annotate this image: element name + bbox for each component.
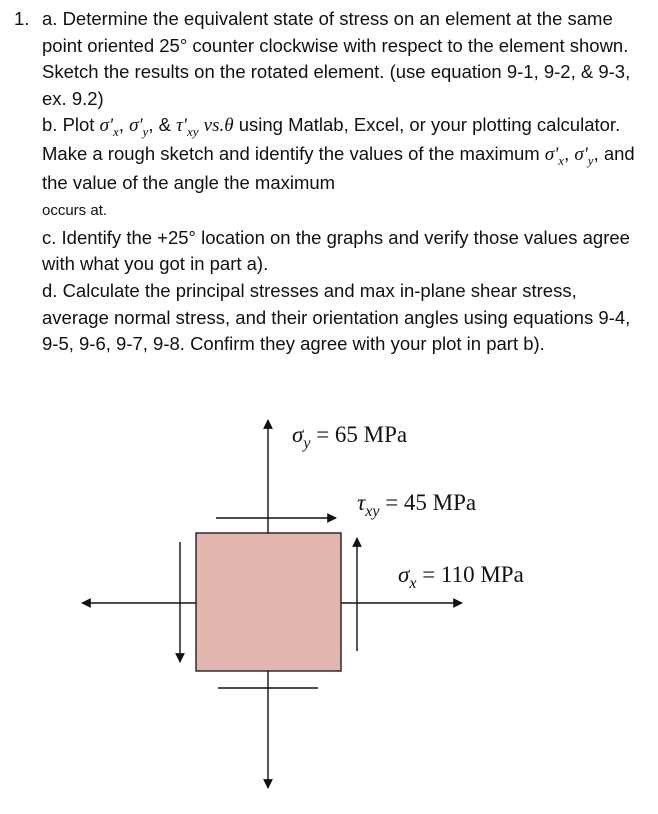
sigma-x-value: = 110 MPa bbox=[416, 562, 524, 587]
problem-number: 1. bbox=[14, 8, 30, 29]
tau-prime-symbol: τ' bbox=[176, 115, 187, 137]
ampersand: & bbox=[158, 114, 171, 136]
sigma-y-value: = 65 MPa bbox=[310, 422, 408, 447]
sigma-x-prime-subscript: x bbox=[113, 124, 119, 140]
sigma-x-symbol: σ bbox=[398, 562, 410, 587]
sigma-y-prime-subscript-2: y bbox=[587, 152, 594, 168]
tau-xy-symbol: τ bbox=[357, 490, 366, 515]
sigma-x-subscript: x bbox=[409, 575, 417, 592]
part-d-text: d. Calculate the principal stresses and max in-plane shear stress, average normal stress, and their orientation angles using equations 9-4, 9-5, 9-6, 9-7, 9-8. Confirm they agree with your plot in part b). bbox=[42, 279, 631, 355]
part-b-text-2: , and the value of the angle the maximum bbox=[42, 142, 635, 193]
sigma-x-prime-symbol: σ' bbox=[99, 115, 114, 137]
tau-xy-subscript: xy bbox=[365, 503, 380, 520]
sigma-y-label bbox=[292, 422, 408, 452]
part-c-text: c. Identify the +25° location on the graphs and verify those values agree with what you got in part a). bbox=[42, 226, 630, 275]
stress-element-square bbox=[196, 533, 341, 671]
part-b-intro: b. Plot bbox=[42, 114, 95, 136]
part-b-text: b. Plot $\sigma'_x$, $\sigma'_y$, & $\tau'_{xy}$ vs.θ using Matlab, Excel, or your plotting calculator. Make a rough sketch and identify the values of the maximum $\sigma'_x$, $\sigma'_y$, and the value of the angle the maximum occurs at. bbox=[42, 114, 635, 220]
vs-text: vs. bbox=[203, 115, 225, 137]
part-b-text-1: using Matlab, Excel, or your plotting calculator. Make a rough sketch and identify the values of the maximum bbox=[42, 114, 621, 164]
sigma-y-symbol: σ bbox=[292, 422, 304, 447]
sigma-y-subscript: y bbox=[303, 435, 311, 452]
sigma-y-prime-subscript: y bbox=[142, 124, 149, 140]
sigma-x-label bbox=[398, 562, 524, 592]
sigma-x-prime-symbol-2: σ' bbox=[544, 143, 559, 165]
part-a-text: a. Determine the equivalent state of stress on an element at the same point oriented 25° counter clockwise with respect to the element shown. Sketch the results on the rotated element. (use equation 9-1, 9-2, & 9-3, ex. 9.2) bbox=[42, 8, 631, 109]
tau-prime-subscript: xy bbox=[186, 124, 199, 140]
sigma-x-prime-subscript-2: x bbox=[558, 152, 565, 168]
part-b-occurs: occurs at. bbox=[42, 202, 108, 220]
sigma-y-prime-symbol: σ' bbox=[129, 115, 143, 137]
sigma-y-prime-symbol-2: σ' bbox=[574, 143, 588, 165]
tau-xy-value: = 45 MPa bbox=[379, 490, 477, 515]
tau-xy-label bbox=[357, 490, 477, 520]
theta-symbol: θ bbox=[224, 115, 234, 137]
